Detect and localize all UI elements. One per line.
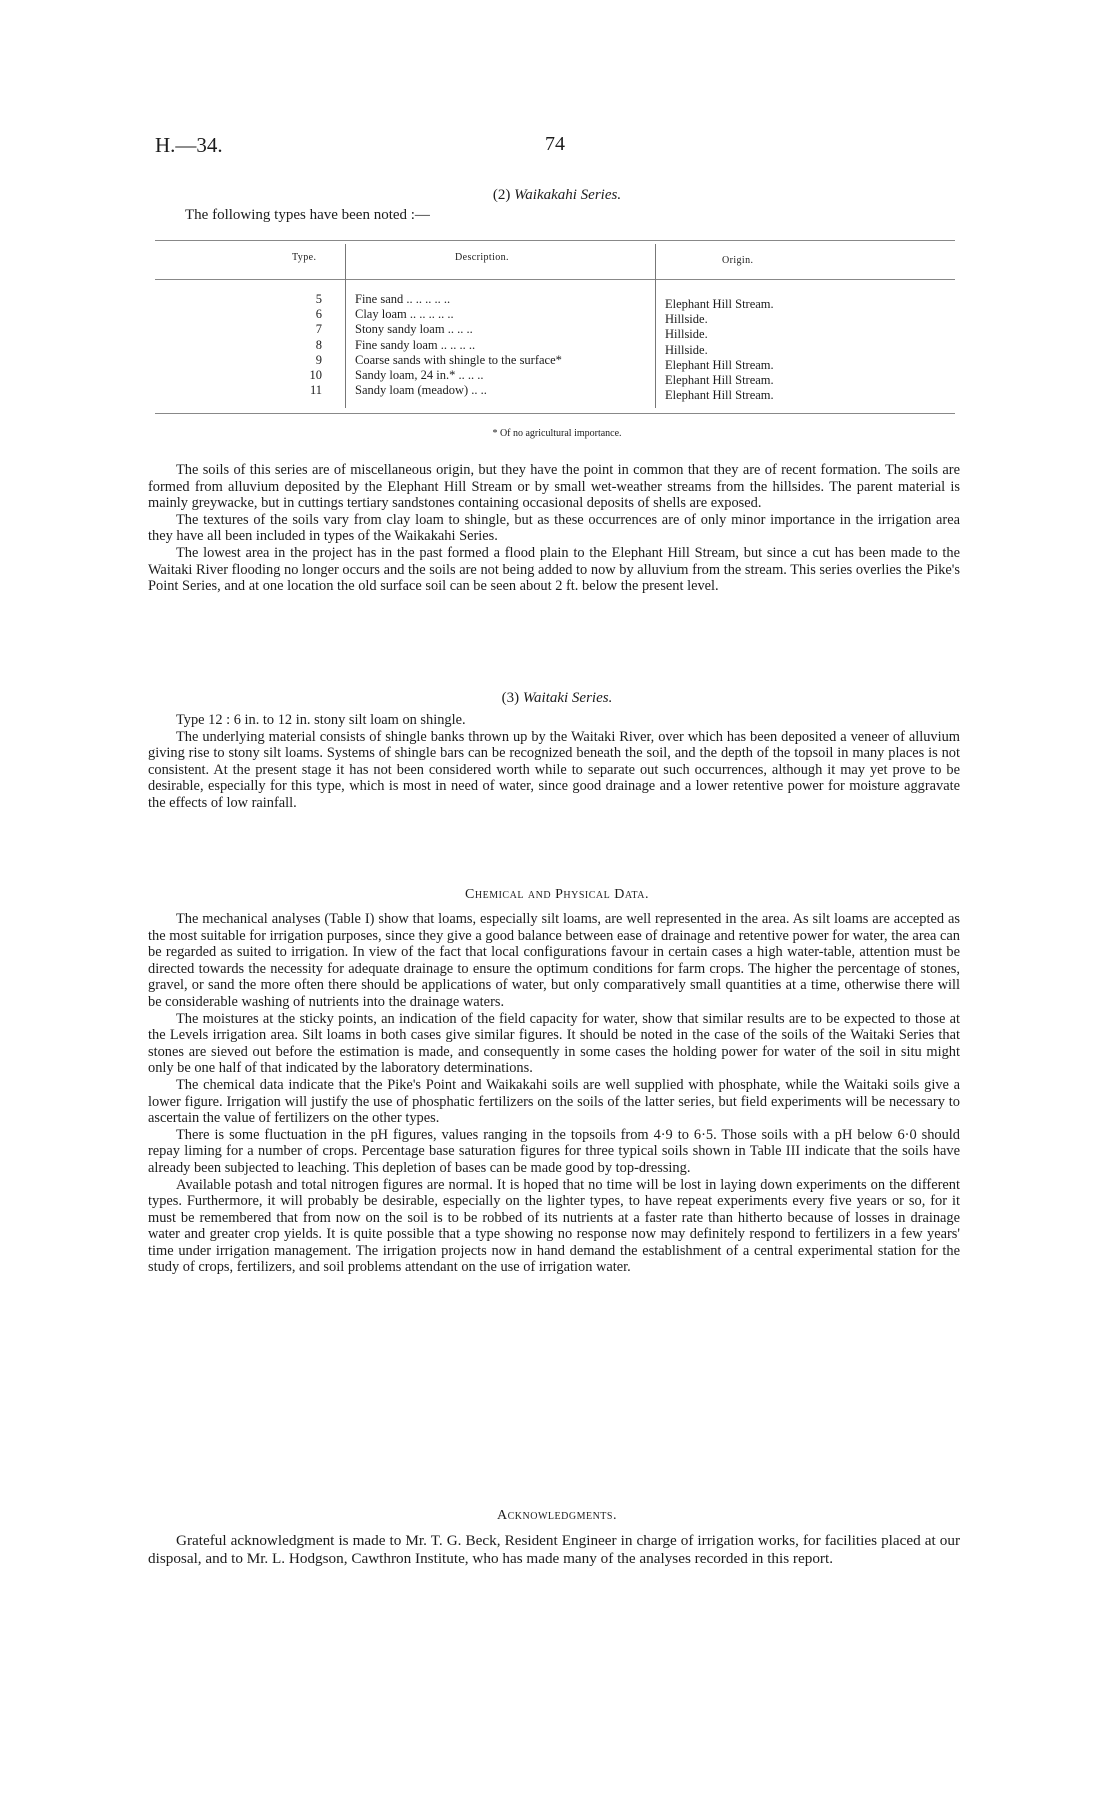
type-line: Type 12 : 6 in. to 12 in. stony silt loam on shingle. — [176, 712, 466, 728]
paragraph: The soils of this series are of miscellaneous origin, but they have the point in common that they are of recent formation. The soils are formed from alluvium deposited by the Elephant Hill Stream or by small wet-weather streams from the hillsides. The parent material is mainly greywacke, but in cuttings tertiary sandstones containing occasional deposits of shells are exposed. — [148, 462, 960, 512]
table-header-description: Description. — [455, 252, 509, 263]
paragraph: The mechanical analyses (Table I) show that loams, especially silt loams, are well represented in the area. As silt loams are accepted as the most suitable for irrigation purposes, since they give a good balance between ease of drainage and retentive power for water, the area can be regarded as suited to irrigation. In view of the fact that local configurations favour in certain cases a high water-table, attention must be directed towards the necessity for adequate drainage to ensure the optimum conditions for farm crops. The higher the percentage of stones, gravel, or sand the more often there should be applications of water, but only comparatively small quantities at a time, otherwise there will be considerable washing of nutrients into the drainage waters. — [148, 911, 960, 1010]
waikakahi-title-number: (2) — [492, 187, 515, 203]
table-cell-description: Coarse sands with shingle to the surface* — [355, 352, 562, 367]
table-footnote: * Of no agricultural importance. — [492, 428, 622, 439]
paragraph: Available potash and total nitrogen figures are normal. It is hoped that no time will be lost in laying down experiments on the different types. Furthermore, it will probably be desirable, especially on the lighter types, to have repeat experiments every five years or so, for it must be remembered that from now on the soil is to be robbed of its nutrients at a faster rate than hitherto because of losses in drainage water and greater crop yields. It is quite possible that a type showing no response now may definitely respond to fertilizers in a few years' time under irrigation management. The irrigation projects now in hand demand the establishment of a central experimental station for the study of crops, fertilizers, and soil problems attendant on the use of irrigation water. — [148, 1176, 960, 1276]
table-cell-origin: Hillside. — [665, 312, 708, 327]
table-cell-description: Clay loam .. .. .. .. .. — [355, 307, 454, 322]
table-cell-type: 11 — [309, 383, 322, 398]
paragraph: There is some fluctuation in the pH figures, values ranging in the topsoils from 4·9 to 6·5. Those soils with a pH below 6·0 should repay liming for a number of crops. Percentage base saturation figures for three typical soils shown in Table III indicate that the soils have already been subjected to leaching. This depletion of bases can be made good by top-dressing. — [148, 1126, 960, 1176]
table-cell-origin: Elephant Hill Stream. — [665, 388, 774, 403]
waikakahi-series-title — [0, 187, 1114, 204]
table-cell-type: 8 — [315, 337, 322, 352]
paragraph: The lowest area in the project has in the past formed a flood plain to the Elephant Hill Stream, but since a cut has been made to the Waitaki River flooding no longer occurs and the soils are not being added to now by alluvium from the stream. This series overlies the Pike's Point Series, and at one location the old surface soil can be seen about 2 ft. below the present level. — [148, 544, 960, 595]
waitaki-title-number: (3) — [501, 690, 523, 706]
page-number: 74 — [545, 133, 565, 155]
waitaki-title-text: Waitaki Series. — [522, 690, 613, 706]
table-cell-description: Sandy loam, 24 in.* .. .. .. — [355, 367, 484, 382]
table-cell-origin: Elephant Hill Stream. — [665, 372, 774, 387]
table-cell-type: 9 — [315, 352, 322, 367]
paragraph: Grateful acknowledgment is made to Mr. T. G. Beck, Resident Engineer in charge of irrigation works, for facilities placed at our disposal, and to Mr. L. Hodgson, Cawthron Institute, who has made many of the analyses recorded in this report. — [148, 1532, 960, 1567]
table-top-rule — [155, 240, 955, 241]
chemical-data-heading: Chemical and Physical Data. — [465, 887, 649, 902]
table-header-rule — [155, 279, 955, 280]
table-header-origin: Origin. — [722, 255, 754, 266]
acknowledgments-body — [148, 1532, 960, 1567]
table-bottom-rule — [155, 413, 955, 414]
table-column-divider — [655, 244, 656, 408]
table-column-type — [292, 292, 322, 398]
paragraph: The chemical data indicate that the Pike's Point and Waikakahi soils are well supplied with phosphate, while the Waitaki soils give a lower figure. Irrigation will justify the use of phosphatic fertilizers on the soils of the latter series, but field experiments will be necessary to ascertain the value of fertilizers on the other types. — [148, 1076, 960, 1127]
paragraph: The underlying material consists of shingle banks thrown up by the Waitaki River, over which has been deposited a veneer of alluvium giving rise to stony silt loams. Systems of shingle bars can be recognized beneath the soil, and the depth of the topsoil in many places is not consistent. At the present stage it has not been considered worth while to separate out such occurrences, although it may yet prove to be desirable, especially for this type, which is most in need of water, since good drainage and a lower retentive power for moisture aggravate the effects of low rainfall. — [148, 728, 960, 811]
types-noted-intro: The following types have been noted :— — [185, 207, 430, 223]
paragraph: The moistures at the sticky points, an indication of the field capacity for water, show that similar results are to be expected to those at the Levels irrigation area. Silt loams in both cases give similar figures. It should be noted in the case of the soils of the Waitaki Series that stones are sieved out before the estimation is made, and consequently in some cases the holding power for water of the soil in situ might only be one half of that indicated by the laboratory determinations. — [148, 1010, 960, 1077]
table-cell-type: 7 — [315, 322, 322, 337]
waitaki-series-title — [0, 690, 1114, 707]
table-cell-type: 10 — [309, 367, 322, 382]
table-column-divider — [345, 244, 346, 408]
table-cell-origin: Hillside. — [665, 342, 708, 357]
document-reference: H.—34. — [155, 133, 223, 157]
acknowledgments-heading: Acknowledgments. — [497, 1508, 617, 1523]
table-cell-origin: Hillside. — [665, 327, 708, 342]
table-cell-type: 5 — [315, 292, 322, 306]
table-cell-origin: Elephant Hill Stream. — [665, 297, 774, 311]
table-header-type: Type. — [292, 252, 317, 263]
paragraph: The textures of the soils vary from clay loam to shingle, but as these occurrences are of only minor importance in the irrigation area they have all been included in types of the Waikakahi Series. — [148, 511, 960, 545]
table-cell-description: Sandy loam (meadow) .. .. — [355, 383, 487, 398]
waikakahi-title-text: Waikakahi Series. — [514, 187, 622, 203]
waikakahi-body — [148, 462, 960, 595]
table-column-description — [355, 292, 645, 398]
table-cell-origin: Elephant Hill Stream. — [665, 357, 774, 372]
table-column-origin — [665, 297, 925, 403]
table-cell-description: Fine sand .. .. .. .. .. — [355, 292, 451, 306]
table-cell-type: 6 — [315, 307, 322, 322]
chemical-data-body — [148, 911, 960, 1276]
waitaki-body — [148, 712, 960, 812]
table-cell-description: Fine sandy loam .. .. .. .. — [355, 337, 476, 352]
table-cell-description: Stony sandy loam .. .. .. — [355, 322, 473, 337]
